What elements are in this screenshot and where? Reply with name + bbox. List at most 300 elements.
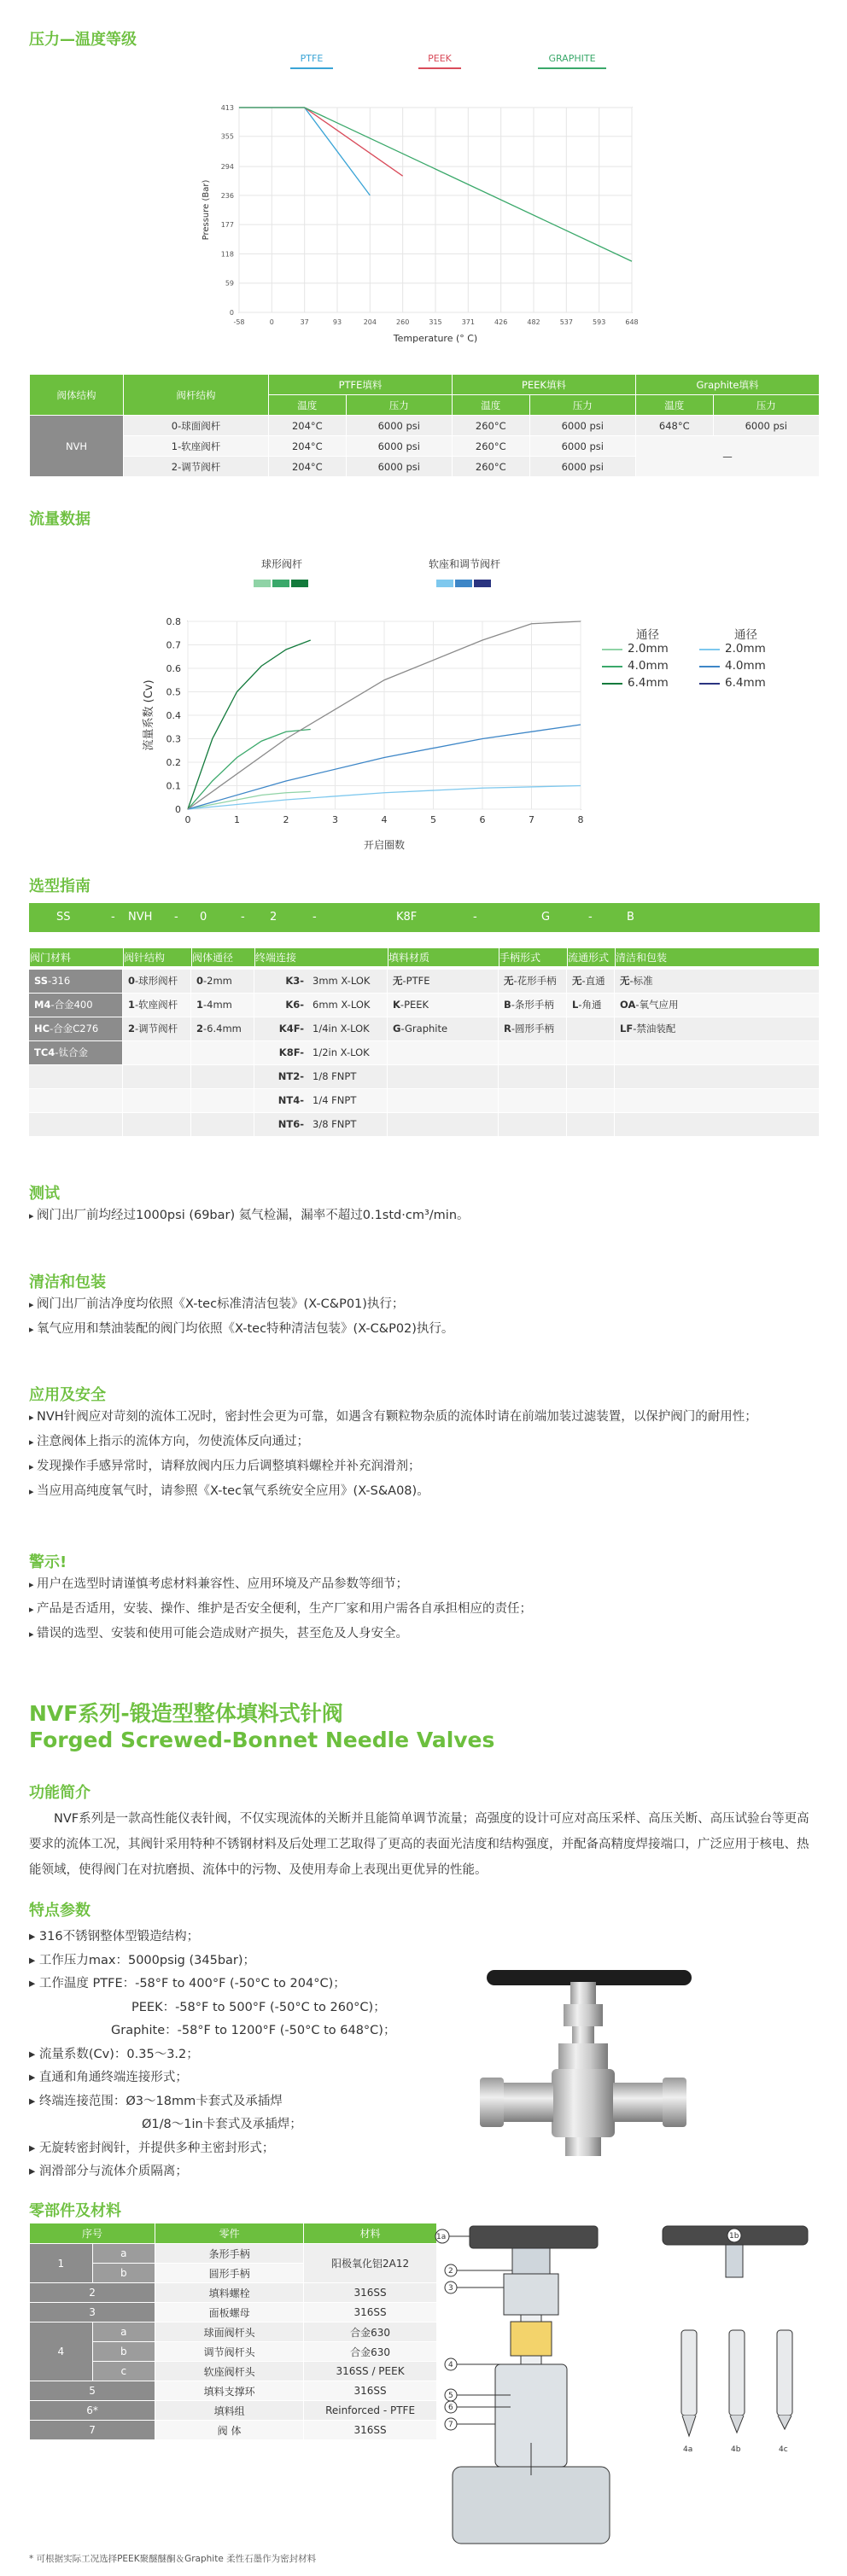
sel-cell xyxy=(499,1113,566,1136)
legend-graphite-label: GRAPHITE xyxy=(548,53,596,64)
th-ptfe: PTFE填料 xyxy=(269,375,453,395)
nvf-title-en: Forged Screwed-Bonnet Needle Valves xyxy=(29,1728,495,1752)
y-tick-label: 0.2 xyxy=(166,757,181,768)
sel-desc: -PTFE xyxy=(402,975,430,987)
callout-3: 3 xyxy=(448,2284,453,2293)
sel-cell xyxy=(29,1065,122,1088)
size-64mm-b: 6.4mm xyxy=(725,676,766,690)
code-end: K8F xyxy=(396,911,418,924)
part-number: 7 xyxy=(30,2421,155,2440)
size-4mm-a: 4.0mm xyxy=(628,659,669,673)
sel-cell xyxy=(615,994,819,1017)
table-cell: 2-调节阀杆 xyxy=(124,457,269,477)
list-item: ▸ 产品是否适用，安装、操作、维护是否安全便利，生产厂家和用户需各自承担相应的责任； xyxy=(29,1597,532,1622)
sel-cell xyxy=(567,1089,614,1112)
table-cell: 6000 psi xyxy=(529,416,635,436)
callout-6: 6 xyxy=(448,2404,453,2412)
sel-desc: -软座阀杆 xyxy=(135,999,178,1011)
x-tick-label: 4 xyxy=(381,814,388,825)
sel-code: K6- xyxy=(285,999,304,1011)
sel-code: M4 xyxy=(34,999,51,1011)
part-name: 软座阀杆头 xyxy=(155,2362,304,2381)
sel-cell xyxy=(615,1113,819,1136)
y-tick-label: 0 xyxy=(175,804,181,815)
table-cell: 260°C xyxy=(452,457,529,477)
feature-item: ▸ 工作温度 PTFE：-58°F to 400°F (-50°C to 204°C)； xyxy=(29,1977,346,1990)
list-item: ▸ 阀门出厂前洁净度均依照《X-tec标准清洁包装》(X-C&P01)执行； xyxy=(29,1292,453,1317)
sel-desc: -2mm xyxy=(203,975,232,987)
part-sub: c xyxy=(92,2362,155,2381)
part-number: 6* xyxy=(30,2401,155,2421)
part-number: 2 xyxy=(30,2283,155,2303)
test-list xyxy=(29,1203,470,1228)
sel-desc: -6.4mm xyxy=(203,1023,242,1034)
x-tick-label: 8 xyxy=(577,814,584,825)
sel-desc: 1/2in X-LOK xyxy=(313,1046,370,1058)
sel-cell xyxy=(388,1113,498,1136)
callout-1a: 1a xyxy=(436,2233,447,2241)
code-dash: - xyxy=(241,911,245,924)
intro-title: 功能简介 xyxy=(29,1784,91,1802)
sel-cell xyxy=(567,1017,614,1040)
part-number: 1 xyxy=(30,2244,93,2283)
sel-desc: -直通 xyxy=(581,975,605,987)
th-temp: 温度 xyxy=(452,395,529,416)
table-cell: 648°C xyxy=(635,416,713,436)
feature-item: Graphite：-58°F to 1200°F (-50°C to 648°C)； xyxy=(111,2024,396,2037)
y-tick-label: 0.1 xyxy=(166,780,181,792)
flow-legend-group2-label: 软座和调节阀杆 xyxy=(428,558,500,570)
sel-cell xyxy=(29,1041,122,1064)
part-sub: a xyxy=(92,2244,155,2264)
table-cell: 1-软座阀杆 xyxy=(124,436,269,457)
code-series: NVH xyxy=(128,911,153,924)
flow-coefficient-chart xyxy=(128,615,606,854)
y-tick-label: 0.5 xyxy=(166,686,181,698)
parts-head: 材料 xyxy=(304,2223,437,2244)
y-tick-label: 59 xyxy=(225,279,234,288)
callout-2: 2 xyxy=(448,2267,453,2276)
part-material: 316SS xyxy=(304,2303,437,2322)
sel-cell xyxy=(191,1113,254,1136)
table-cell: 204°C xyxy=(269,457,347,477)
sel-cell xyxy=(29,1113,122,1136)
list-item: ▸ NVH针阀应对苛刻的流体工况时，密封性会更为可靠，如遇含有颗粒物杂质的流体时请在前端加装过滤装置，以保护阀门的耐用性； xyxy=(29,1405,757,1430)
sel-code: 无 xyxy=(504,975,514,987)
sel-head: 流通形式 xyxy=(568,948,616,967)
sel-cell xyxy=(254,1017,387,1040)
part-name: 面板螺母 xyxy=(155,2303,304,2322)
y-tick-label: 118 xyxy=(220,250,234,259)
th-stem: 阀杆结构 xyxy=(124,375,269,416)
x-tick-label: 537 xyxy=(559,318,573,326)
table-cell: 6000 psi xyxy=(713,416,819,436)
sel-desc: 1/8 FNPT xyxy=(313,1070,357,1082)
sel-cell xyxy=(499,1065,566,1088)
sel-cell xyxy=(388,1089,498,1112)
table-cell: 6000 psi xyxy=(529,457,635,477)
sel-cell xyxy=(388,970,498,993)
graphite-na-cell: — xyxy=(635,436,819,477)
sel-cell xyxy=(499,1017,566,1040)
sel-code: LF xyxy=(620,1023,634,1034)
sel-desc: -合金400 xyxy=(50,999,93,1011)
sel-desc: 1/4in X-LOK xyxy=(313,1023,370,1034)
valve-section-diagram xyxy=(436,2219,820,2552)
sel-code: NT2- xyxy=(277,1070,304,1082)
sel-cell xyxy=(191,994,254,1017)
th-pressure: 压力 xyxy=(346,395,452,416)
pt-section-title: 压力—温度等级 xyxy=(29,31,137,49)
sel-code: SS xyxy=(34,975,49,987)
sel-cell xyxy=(567,1065,614,1088)
part-material: 316SS xyxy=(304,2421,437,2440)
x-axis-label: 开启圈数 xyxy=(363,839,406,851)
sel-cell xyxy=(123,1113,190,1136)
flow-legend-group2 xyxy=(422,557,507,591)
x-tick-label: 593 xyxy=(593,318,606,326)
part-name: 填料支撑环 xyxy=(155,2381,304,2401)
y-tick-label: 355 xyxy=(220,132,234,141)
sel-code: OA xyxy=(620,999,636,1011)
th-body: 阀体结构 xyxy=(30,375,124,416)
legend-peek-label: PEEK xyxy=(428,53,452,64)
sel-desc: -钛合金 xyxy=(55,1046,88,1058)
sel-head: 清洁和包装 xyxy=(616,948,820,967)
code-handle: B xyxy=(627,911,634,924)
x-tick-label: 648 xyxy=(625,318,639,326)
sel-cell xyxy=(191,970,254,993)
select-section-title: 选型指南 xyxy=(29,877,91,895)
sel-cell xyxy=(499,970,566,993)
sel-head: 终端连接 xyxy=(255,948,388,967)
sel-cell xyxy=(499,994,566,1017)
part-name: 阀 体 xyxy=(155,2421,304,2440)
th-temp: 温度 xyxy=(269,395,347,416)
flow-section-title: 流量数据 xyxy=(29,510,91,528)
sel-cell xyxy=(254,1113,387,1136)
sel-cell xyxy=(29,970,122,993)
part-sub: b xyxy=(92,2342,155,2362)
x-tick-label: 260 xyxy=(396,318,410,326)
size-64mm-a: 6.4mm xyxy=(628,676,669,690)
sel-code: K4F- xyxy=(278,1023,304,1034)
part-name: 球面阀杆头 xyxy=(155,2322,304,2342)
selection-table xyxy=(29,947,820,967)
feature-item: ▸ 流量系数(Cv)：0.35～3.2； xyxy=(29,2047,199,2061)
sel-cell xyxy=(29,994,122,1017)
flow-legend-group1 xyxy=(248,557,316,591)
warn-title: 警示! xyxy=(29,1553,67,1571)
sel-cell xyxy=(615,1017,819,1040)
sel-code: K xyxy=(393,999,400,1011)
feature-list xyxy=(29,1926,507,2184)
sel-code: 0 xyxy=(128,975,136,987)
nvh-label: NVH xyxy=(30,416,124,477)
model-code-bar xyxy=(29,903,820,932)
part-material: 316SS / PEEK xyxy=(304,2362,437,2381)
sel-desc: 3mm X-LOK xyxy=(313,975,371,987)
feature-item: ▸ 无旋转密封阀针，并提供多种主密封形式； xyxy=(29,2141,275,2155)
part-sub: b xyxy=(92,2264,155,2283)
table-cell: 204°C xyxy=(269,416,347,436)
th-pressure: 压力 xyxy=(529,395,635,416)
code-bore: 2 xyxy=(270,911,277,924)
code-dash: - xyxy=(588,911,593,924)
y-axis-label: 流量系数 (Cv) xyxy=(143,679,155,751)
x-tick-label: 371 xyxy=(461,318,475,326)
flow-legend-group1-label: 球形阀杆 xyxy=(260,558,302,570)
code-material: SS xyxy=(56,911,71,924)
sel-desc: -禁油装配 xyxy=(633,1023,676,1034)
feature-item: ▸ 316不锈钢整体型锻造结构； xyxy=(29,1930,200,1944)
part-name: 条形手柄 xyxy=(155,2244,304,2264)
part-material: Reinforced - PTFE xyxy=(304,2401,437,2421)
sel-cell xyxy=(29,1017,122,1040)
part-material: 316SS xyxy=(304,2381,437,2401)
y-tick-label: 0.6 xyxy=(166,663,181,674)
label-4b: 4b xyxy=(731,2445,741,2454)
safety-list xyxy=(29,1405,757,1504)
sel-head: 阀门材料 xyxy=(30,948,124,967)
sel-desc: -角通 xyxy=(578,999,602,1011)
sel-desc: -圆形手柄 xyxy=(511,1023,555,1034)
legend-graphite xyxy=(538,53,606,69)
sel-cell xyxy=(191,1065,254,1088)
sel-desc: -Graphite xyxy=(400,1023,448,1034)
part-material: 阳极氧化铝2A12 xyxy=(304,2244,437,2283)
sel-code: TC4 xyxy=(34,1046,55,1058)
selection-body xyxy=(29,970,820,1137)
sel-head: 阀体通径 xyxy=(192,948,255,967)
sel-code: B xyxy=(504,999,511,1011)
sel-cell xyxy=(567,1041,614,1064)
sel-code: NT6- xyxy=(277,1118,304,1130)
list-item: ▸ 发现操作手感异常时，请释放阀内压力后调整填料螺栓并补充润滑剂； xyxy=(29,1454,757,1479)
part-material: 合金630 xyxy=(304,2342,437,2362)
callout-7: 7 xyxy=(448,2421,453,2429)
list-item: ▸ 用户在选型时请谨慎考虑材料兼容性、应用环境及产品参数等细节； xyxy=(29,1572,532,1597)
x-tick-label: 93 xyxy=(332,318,342,326)
x-tick-label: 2 xyxy=(283,814,289,825)
sel-code: G xyxy=(393,1023,401,1034)
sel-cell xyxy=(499,1089,566,1112)
sel-cell xyxy=(29,1089,122,1112)
sel-desc: -球形阀杆 xyxy=(135,975,178,987)
part-material: 316SS xyxy=(304,2283,437,2303)
valve-photo xyxy=(478,1963,734,2202)
list-item: ▸ 错误的选型、安装和使用可能会造成财产损失，甚至危及人身安全。 xyxy=(29,1622,532,1646)
x-tick-label: 0 xyxy=(184,814,191,825)
pressure-temperature-chart xyxy=(196,94,657,367)
warn-list xyxy=(29,1572,532,1646)
sel-cell xyxy=(388,1017,498,1040)
sel-head: 阀针结构 xyxy=(124,948,192,967)
sel-code: L xyxy=(572,999,579,1011)
callout-5: 5 xyxy=(448,2392,453,2400)
label-4a: 4a xyxy=(683,2445,693,2454)
y-tick-label: 236 xyxy=(220,191,234,200)
sel-cell xyxy=(123,1041,190,1064)
part-number: 5 xyxy=(30,2381,155,2401)
sel-desc: -PEEK xyxy=(400,999,429,1011)
code-dash: - xyxy=(174,911,178,924)
sel-code: K8F- xyxy=(278,1046,304,1058)
x-tick-label: 37 xyxy=(300,318,309,326)
part-name: 填料螺栓 xyxy=(155,2283,304,2303)
feature-item: ▸ 工作压力max：5000psig (345bar)； xyxy=(29,1953,256,1967)
part-name: 圆形手柄 xyxy=(155,2264,304,2283)
legend-ptfe-label: PTFE xyxy=(300,53,324,64)
callout-4: 4 xyxy=(448,2361,453,2369)
x-axis-label: Temperature (° C) xyxy=(393,333,478,344)
part-number: 3 xyxy=(30,2303,155,2322)
sel-code: 无 xyxy=(620,975,630,987)
label-4c: 4c xyxy=(779,2445,788,2454)
sel-code: 无 xyxy=(572,975,582,987)
sel-desc: 3/8 FNPT xyxy=(313,1118,357,1130)
sel-desc: -合金C276 xyxy=(50,1023,99,1034)
list-item: ▸ 氧气应用和禁油装配的阀门均依照《X-tec特种清洁包装》(X-C&P02)执行。 xyxy=(29,1317,453,1342)
clean-title: 清洁和包装 xyxy=(29,1273,106,1291)
nvf-title-cn: NVF系列-锻造型整体填料式针阀 xyxy=(29,1701,343,1726)
intro-paragraph: NVF系列是一款高性能仪表针阀，不仅实现流体的关断并且能简单调节流量；高强度的设计可应对高压采样、高压关断、高压试验台等更高要求的流体工况，其阀针采用特种不锈钢材料及后处理工艺取得了更高的表面光洁度和结构强度，并配备高精度焊接端口，广泛应用于核电、热能领域，使得阀门在对抗磨损、流体中的污物、及使用寿命上表现出更优异的性能。 xyxy=(29,1812,809,1877)
pt-legend xyxy=(290,53,632,75)
x-tick-label: 204 xyxy=(363,318,377,326)
feature-item: ▸ 润滑部分与流体介质隔离； xyxy=(29,2165,188,2178)
sel-cell xyxy=(615,1065,819,1088)
y-tick-label: 294 xyxy=(220,163,234,172)
table-cell: 260°C xyxy=(452,436,529,457)
sel-cell xyxy=(254,1089,387,1112)
sel-cell xyxy=(388,1065,498,1088)
clean-list xyxy=(29,1292,453,1342)
y-tick-label: 0 xyxy=(229,309,234,317)
sel-cell xyxy=(567,1113,614,1136)
sel-cell xyxy=(388,994,498,1017)
pt-table xyxy=(29,374,820,477)
sel-cell xyxy=(123,970,190,993)
size-2mm-a: 2.0mm xyxy=(628,642,669,656)
sel-desc: -316 xyxy=(48,975,71,987)
x-tick-label: 1 xyxy=(234,814,240,825)
feature-item: PEEK：-58°F to 500°F (-50°C to 260°C)； xyxy=(131,2000,386,2014)
table-cell: 260°C xyxy=(452,416,529,436)
sel-cell xyxy=(388,1041,498,1064)
y-tick-label: 0.8 xyxy=(166,616,181,627)
sel-code: 无 xyxy=(393,975,403,987)
sel-desc: -4mm xyxy=(203,999,232,1011)
sel-desc: -标准 xyxy=(629,975,653,987)
part-name: 调节阀杆头 xyxy=(155,2342,304,2362)
x-tick-label: 482 xyxy=(527,318,540,326)
sel-head: 填料材质 xyxy=(388,948,499,967)
legend-ptfe xyxy=(290,53,333,69)
sel-desc: -调节阀杆 xyxy=(135,1023,178,1034)
code-dash: - xyxy=(111,911,115,924)
parts-table xyxy=(29,2223,437,2440)
sel-cell xyxy=(191,1017,254,1040)
sel-code: K3- xyxy=(285,975,304,987)
y-tick-label: 0.4 xyxy=(166,710,181,721)
x-tick-label: 6 xyxy=(479,814,486,825)
size-4mm-b: 4.0mm xyxy=(725,659,766,673)
parts-note: * 可根据实际工况选择PEEK聚醚醚酮＆Graphite 柔性石墨作为密封材料 xyxy=(29,2554,317,2564)
sel-cell xyxy=(254,970,387,993)
th-peek: PEEK填料 xyxy=(452,375,635,395)
sel-code: 2 xyxy=(128,1023,136,1034)
table-cell: 6000 psi xyxy=(346,416,452,436)
x-tick-label: 7 xyxy=(529,814,534,825)
sel-cell xyxy=(615,970,819,993)
sel-cell xyxy=(499,1041,566,1064)
callout-1b: 1b xyxy=(729,2232,739,2241)
part-name: 填料组 xyxy=(155,2401,304,2421)
th-temp: 温度 xyxy=(635,395,713,416)
sel-cell xyxy=(123,1065,190,1088)
sel-cell xyxy=(615,1041,819,1064)
sel-desc: -条形手柄 xyxy=(511,999,554,1011)
x-tick-label: 5 xyxy=(430,814,436,825)
table-cell: 6000 psi xyxy=(346,457,452,477)
list-item: ▸ 阀门出厂前均经过1000psi (69bar) 氦气检漏，漏率不超过0.1std·cm³/min。 xyxy=(29,1203,470,1228)
x-tick-label: -58 xyxy=(233,318,245,326)
sel-code: R xyxy=(504,1023,511,1034)
sel-cell xyxy=(123,1089,190,1112)
part-sub: a xyxy=(92,2322,155,2342)
size-label-1: 通径 xyxy=(636,628,659,642)
parts-head: 序号 xyxy=(30,2223,155,2244)
sel-code: 0 xyxy=(196,975,204,987)
x-tick-label: 3 xyxy=(332,814,338,825)
sel-cell xyxy=(254,994,387,1017)
sel-desc: -花形手柄 xyxy=(513,975,557,987)
legend-peek xyxy=(418,53,461,69)
x-tick-label: 426 xyxy=(494,318,508,326)
th-graphite: Graphite填料 xyxy=(635,375,819,395)
x-tick-label: 0 xyxy=(269,318,274,326)
feature-item: ▸ 终端连接范围：Ø3～18mm卡套式及承插焊 xyxy=(29,2094,283,2108)
code-dash: - xyxy=(473,911,477,924)
sel-cell xyxy=(254,1041,387,1064)
sel-head: 手柄形式 xyxy=(499,948,568,967)
table-cell: 204°C xyxy=(269,436,347,457)
y-tick-label: 413 xyxy=(220,104,234,112)
size-2mm-b: 2.0mm xyxy=(725,642,766,656)
feature-item: ▸ 直通和角通终端连接形式； xyxy=(29,2071,188,2084)
feature-item: Ø1/8～1in卡套式及承插焊； xyxy=(142,2118,302,2131)
sel-desc: 1/4 FNPT xyxy=(313,1094,357,1106)
y-tick-label: 0.7 xyxy=(166,639,181,651)
code-stem: 0 xyxy=(200,911,207,924)
y-tick-label: 0.3 xyxy=(166,733,181,745)
sel-cell xyxy=(615,1089,819,1112)
list-item: ▸ 当应用高纯度氧气时，请参照《X-tec氧气系统安全应用》(X-S&A08)。 xyxy=(29,1479,757,1504)
parts-title: 零部件及材料 xyxy=(29,2202,121,2220)
safety-title: 应用及安全 xyxy=(29,1386,106,1404)
sel-cell xyxy=(567,994,614,1017)
table-cell: 6000 psi xyxy=(346,436,452,457)
y-axis-label: Pressure (Bar) xyxy=(202,179,211,241)
x-tick-label: 315 xyxy=(429,318,442,326)
table-cell: 6000 psi xyxy=(529,436,635,457)
y-tick-label: 177 xyxy=(220,221,234,230)
sel-desc: -氧气应用 xyxy=(635,999,679,1011)
sel-code: HC xyxy=(34,1023,50,1034)
sel-code: NT4- xyxy=(277,1094,304,1106)
sel-code: 1 xyxy=(128,999,136,1011)
sel-cell xyxy=(567,970,614,993)
